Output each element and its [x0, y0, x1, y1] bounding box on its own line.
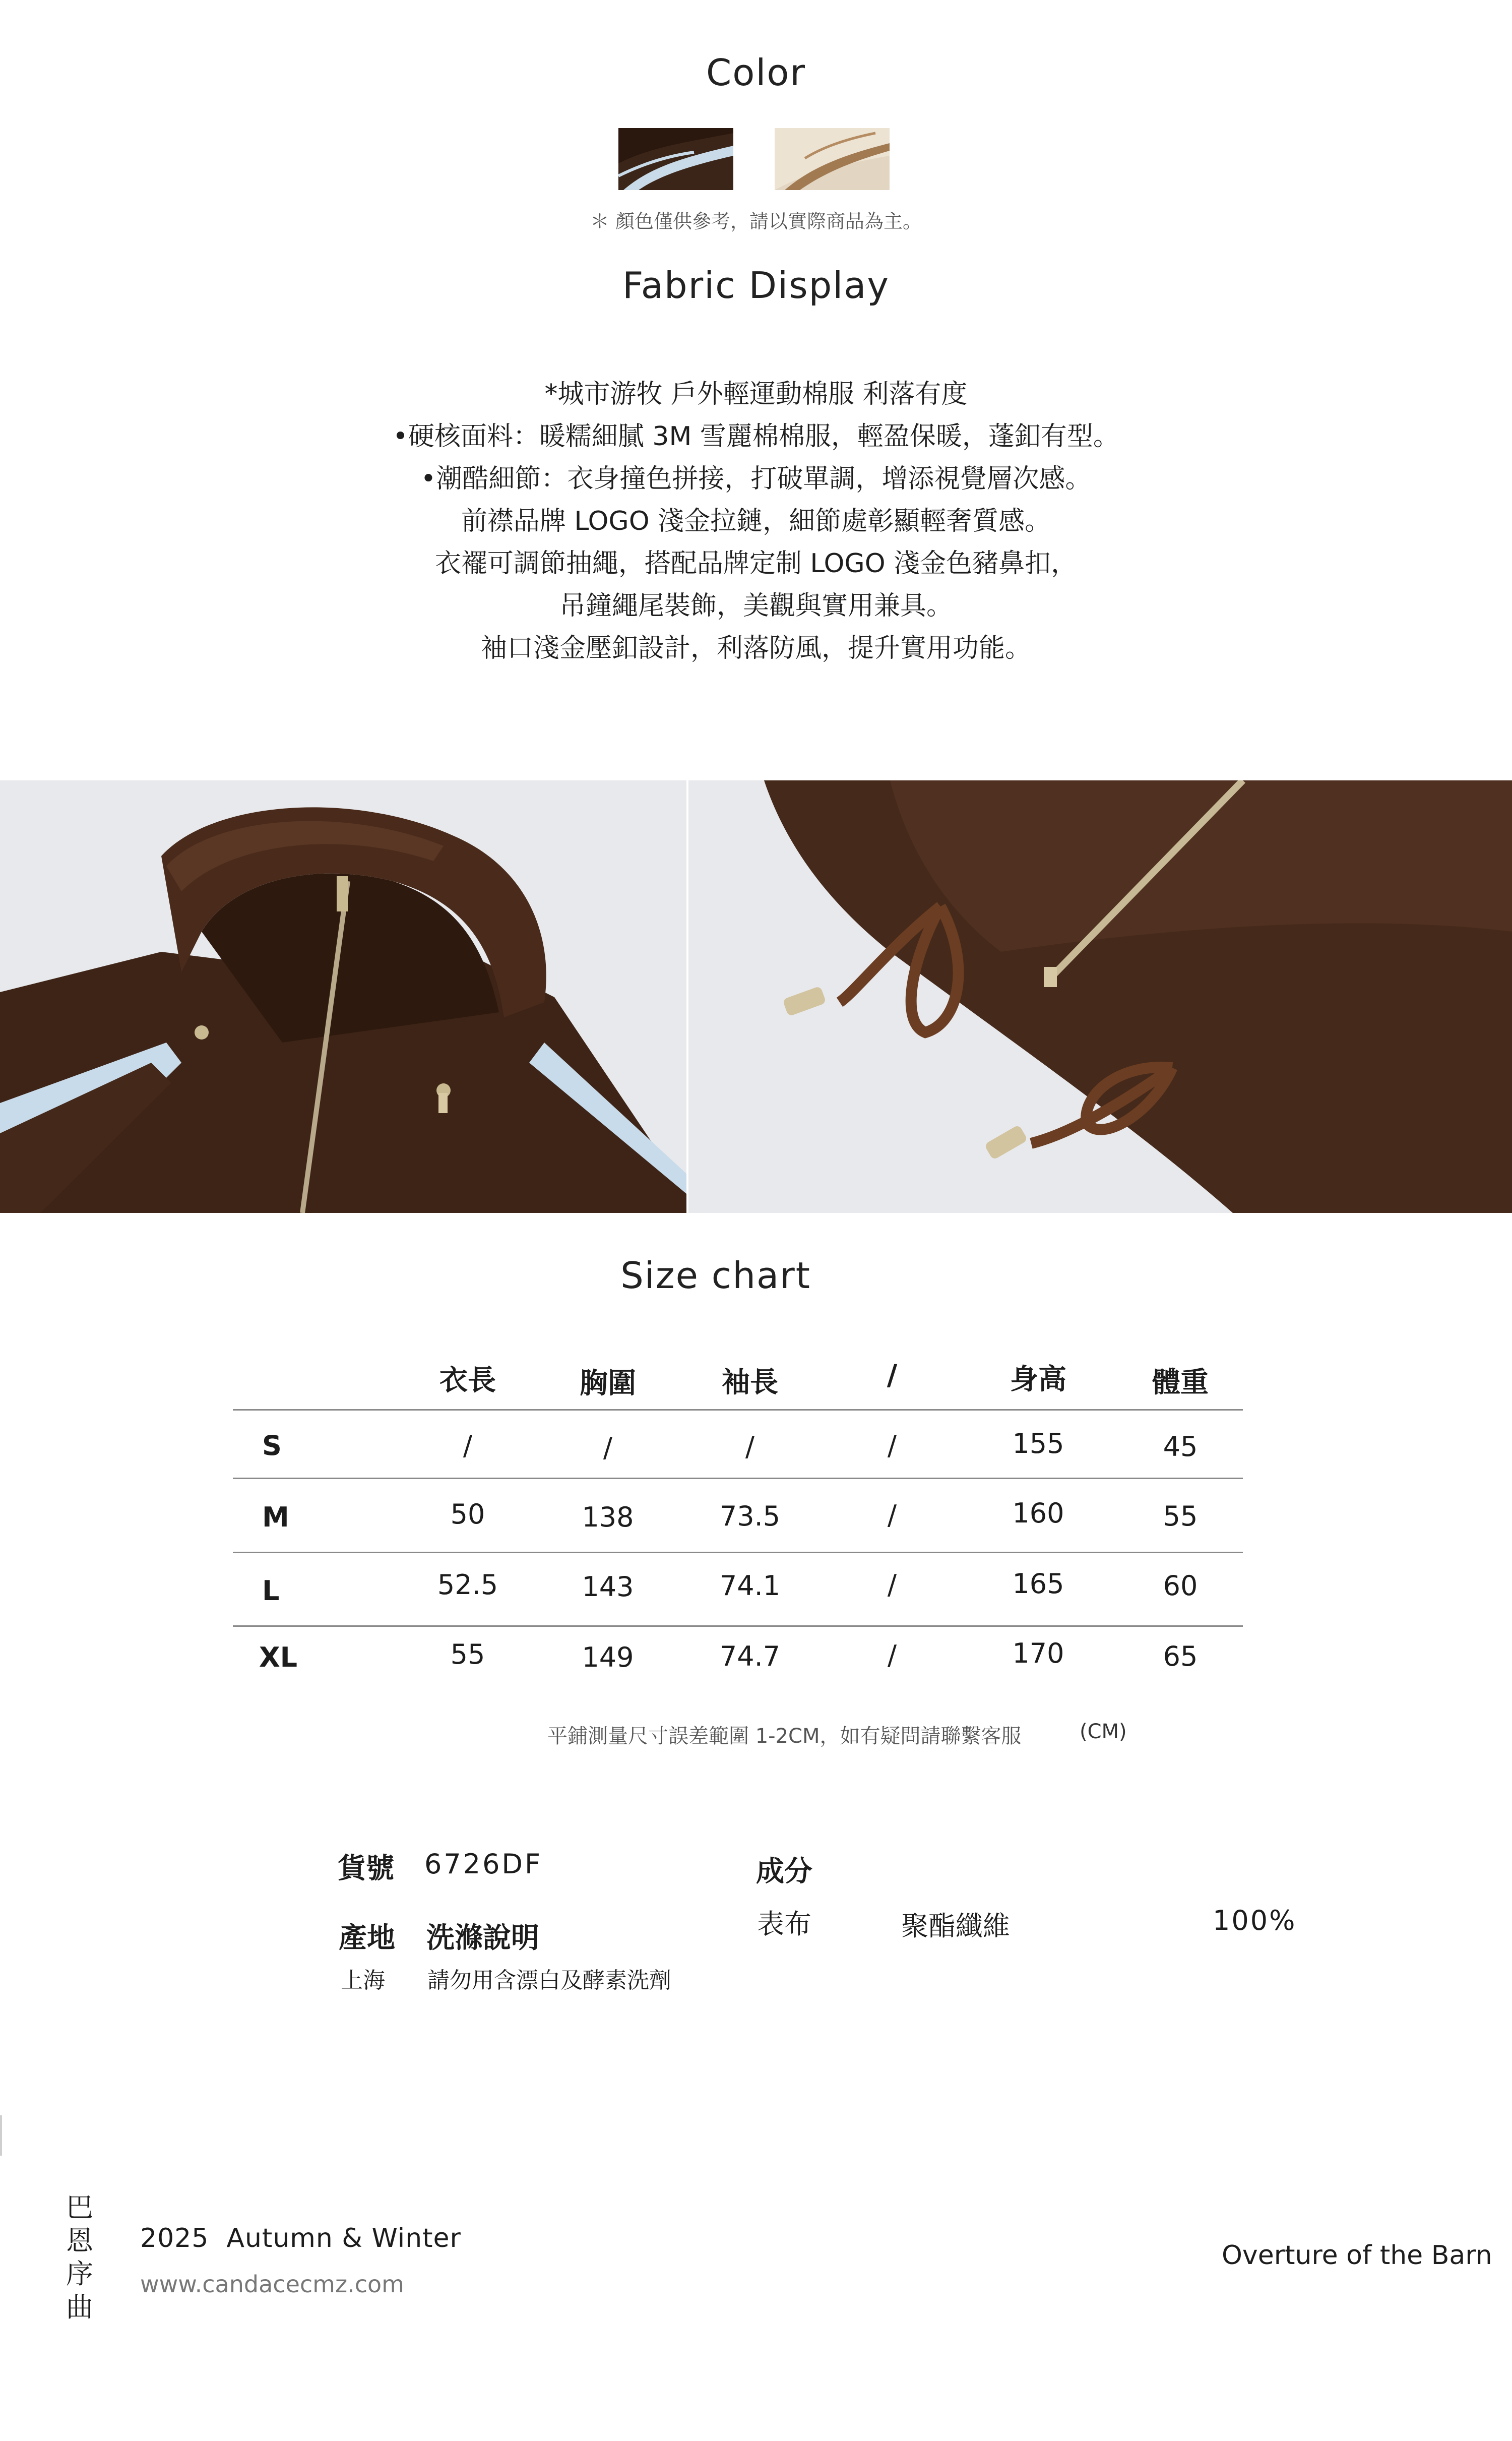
drawstring-detail-photo	[688, 780, 1512, 1213]
table-cell: /	[887, 1639, 897, 1671]
table-cell: /	[887, 1569, 897, 1601]
color-heading: Color	[706, 51, 806, 94]
fabric-line: •潮酷細節：衣身撞色拼接，打破單調，增添視覺層次感。	[420, 464, 1092, 494]
table-divider	[233, 1409, 1243, 1411]
item-number-label: 貨號	[338, 1852, 394, 1885]
table-cell: /	[463, 1430, 473, 1461]
left-edge-mark	[0, 2115, 2, 2156]
table-cell: 50	[450, 1498, 485, 1530]
origin-value: 上海	[341, 1968, 385, 1993]
swatch-brown-image	[618, 128, 733, 190]
brand-vertical	[65, 2191, 95, 2324]
table-cell: /	[887, 1430, 897, 1461]
table-cell: 73.5	[719, 1500, 781, 1532]
header-chest: 胸圍	[580, 1367, 636, 1400]
table-cell: 165	[1012, 1568, 1064, 1600]
header-sleeve: 袖長	[722, 1366, 778, 1399]
table-cell: /	[887, 1499, 897, 1531]
website-link[interactable]: www.candacecmz.com	[140, 2271, 404, 2298]
collection-name: Overture of the Barn	[1222, 2240, 1492, 2271]
table-cell: 149	[582, 1641, 634, 1673]
origin-label: 產地	[339, 1922, 395, 1955]
table-cell: /	[745, 1431, 755, 1462]
table-cell: 60	[1163, 1570, 1198, 1602]
table-cell: 155	[1012, 1428, 1064, 1459]
table-cell: 138	[582, 1501, 634, 1533]
table-cell: 52.5	[437, 1569, 498, 1601]
fabric-heading: Fabric Display	[622, 264, 890, 307]
swatch-cream[interactable]	[775, 128, 890, 190]
wash-label: 洗滌說明	[426, 1922, 539, 1955]
fabric-line: •硬核面料：暖糯細膩 3M 雪麗棉棉服，輕盈保暖，蓬釦有型。	[393, 421, 1119, 452]
brand-char: 曲	[66, 2291, 93, 2323]
header-weight: 體重	[1152, 1366, 1209, 1399]
table-divider	[233, 1552, 1243, 1553]
composition-label: 成分	[756, 1855, 812, 1888]
size-label-xl: XL	[259, 1641, 298, 1673]
swatch-brown[interactable]	[618, 128, 733, 190]
fabric-description	[0, 373, 1512, 669]
table-cell: /	[603, 1432, 613, 1463]
fabric-line: 前襟品牌 LOGO 淺金拉鏈，細節處彰顯輕奢質感。	[461, 506, 1051, 536]
table-divider	[233, 1625, 1243, 1627]
brand-char: 恩	[66, 2225, 93, 2256]
size-chart-unit: (CM)	[1080, 1720, 1127, 1743]
table-cell: 74.1	[719, 1570, 781, 1602]
brand-char: 序	[66, 2258, 93, 2290]
hood-detail-photo	[0, 780, 686, 1213]
size-label-l: L	[262, 1575, 280, 1607]
wash-instruction: 請勿用含漂白及酵素洗劑	[427, 1968, 671, 1993]
size-label-s: S	[262, 1430, 282, 1461]
table-cell: 45	[1163, 1431, 1198, 1462]
size-chart-note: 平鋪測量尺寸誤差範圍 1-2CM，如有疑問請聯繫客服	[547, 1725, 1022, 1748]
swatch-cream-image	[775, 128, 890, 190]
table-cell: 170	[1012, 1637, 1064, 1669]
fabric-line: *城市游牧 戶外輕運動棉服 利落有度	[544, 379, 968, 409]
composition-part: 表布	[757, 1908, 811, 1940]
header-length: 衣長	[439, 1364, 496, 1397]
fabric-line: 袖口淺金壓釦設計，利落防風，提升實用功能。	[480, 633, 1031, 663]
table-cell: 55	[450, 1638, 485, 1670]
table-cell: 160	[1012, 1497, 1064, 1529]
table-cell: 143	[582, 1571, 634, 1603]
header-slash: /	[887, 1359, 898, 1392]
header-height: 身高	[1010, 1363, 1066, 1396]
composition-material: 聚酯纖維	[901, 1910, 1010, 1942]
brand-char: 巴	[66, 2191, 93, 2223]
table-cell: 65	[1163, 1640, 1198, 1672]
size-label-m: M	[262, 1501, 289, 1533]
table-cell: 74.7	[719, 1640, 781, 1672]
table-divider	[233, 1478, 1243, 1479]
color-disclaimer: ＊ 顏色僅供參考，請以實際商品為主。	[590, 210, 922, 232]
fabric-line: 衣襬可調節抽繩，搭配品牌定制 LOGO 淺金色豬鼻扣，	[434, 548, 1078, 579]
fabric-line: 吊鐘繩尾裝飾，美觀與實用兼具。	[559, 591, 953, 621]
size-chart-heading: Size chart	[620, 1254, 811, 1297]
season-text: 2025 Autumn & Winter	[140, 2223, 461, 2253]
composition-percent: 100%	[1213, 1905, 1297, 1936]
item-number: 6726DF	[424, 1848, 543, 1880]
table-cell: 55	[1163, 1500, 1198, 1532]
